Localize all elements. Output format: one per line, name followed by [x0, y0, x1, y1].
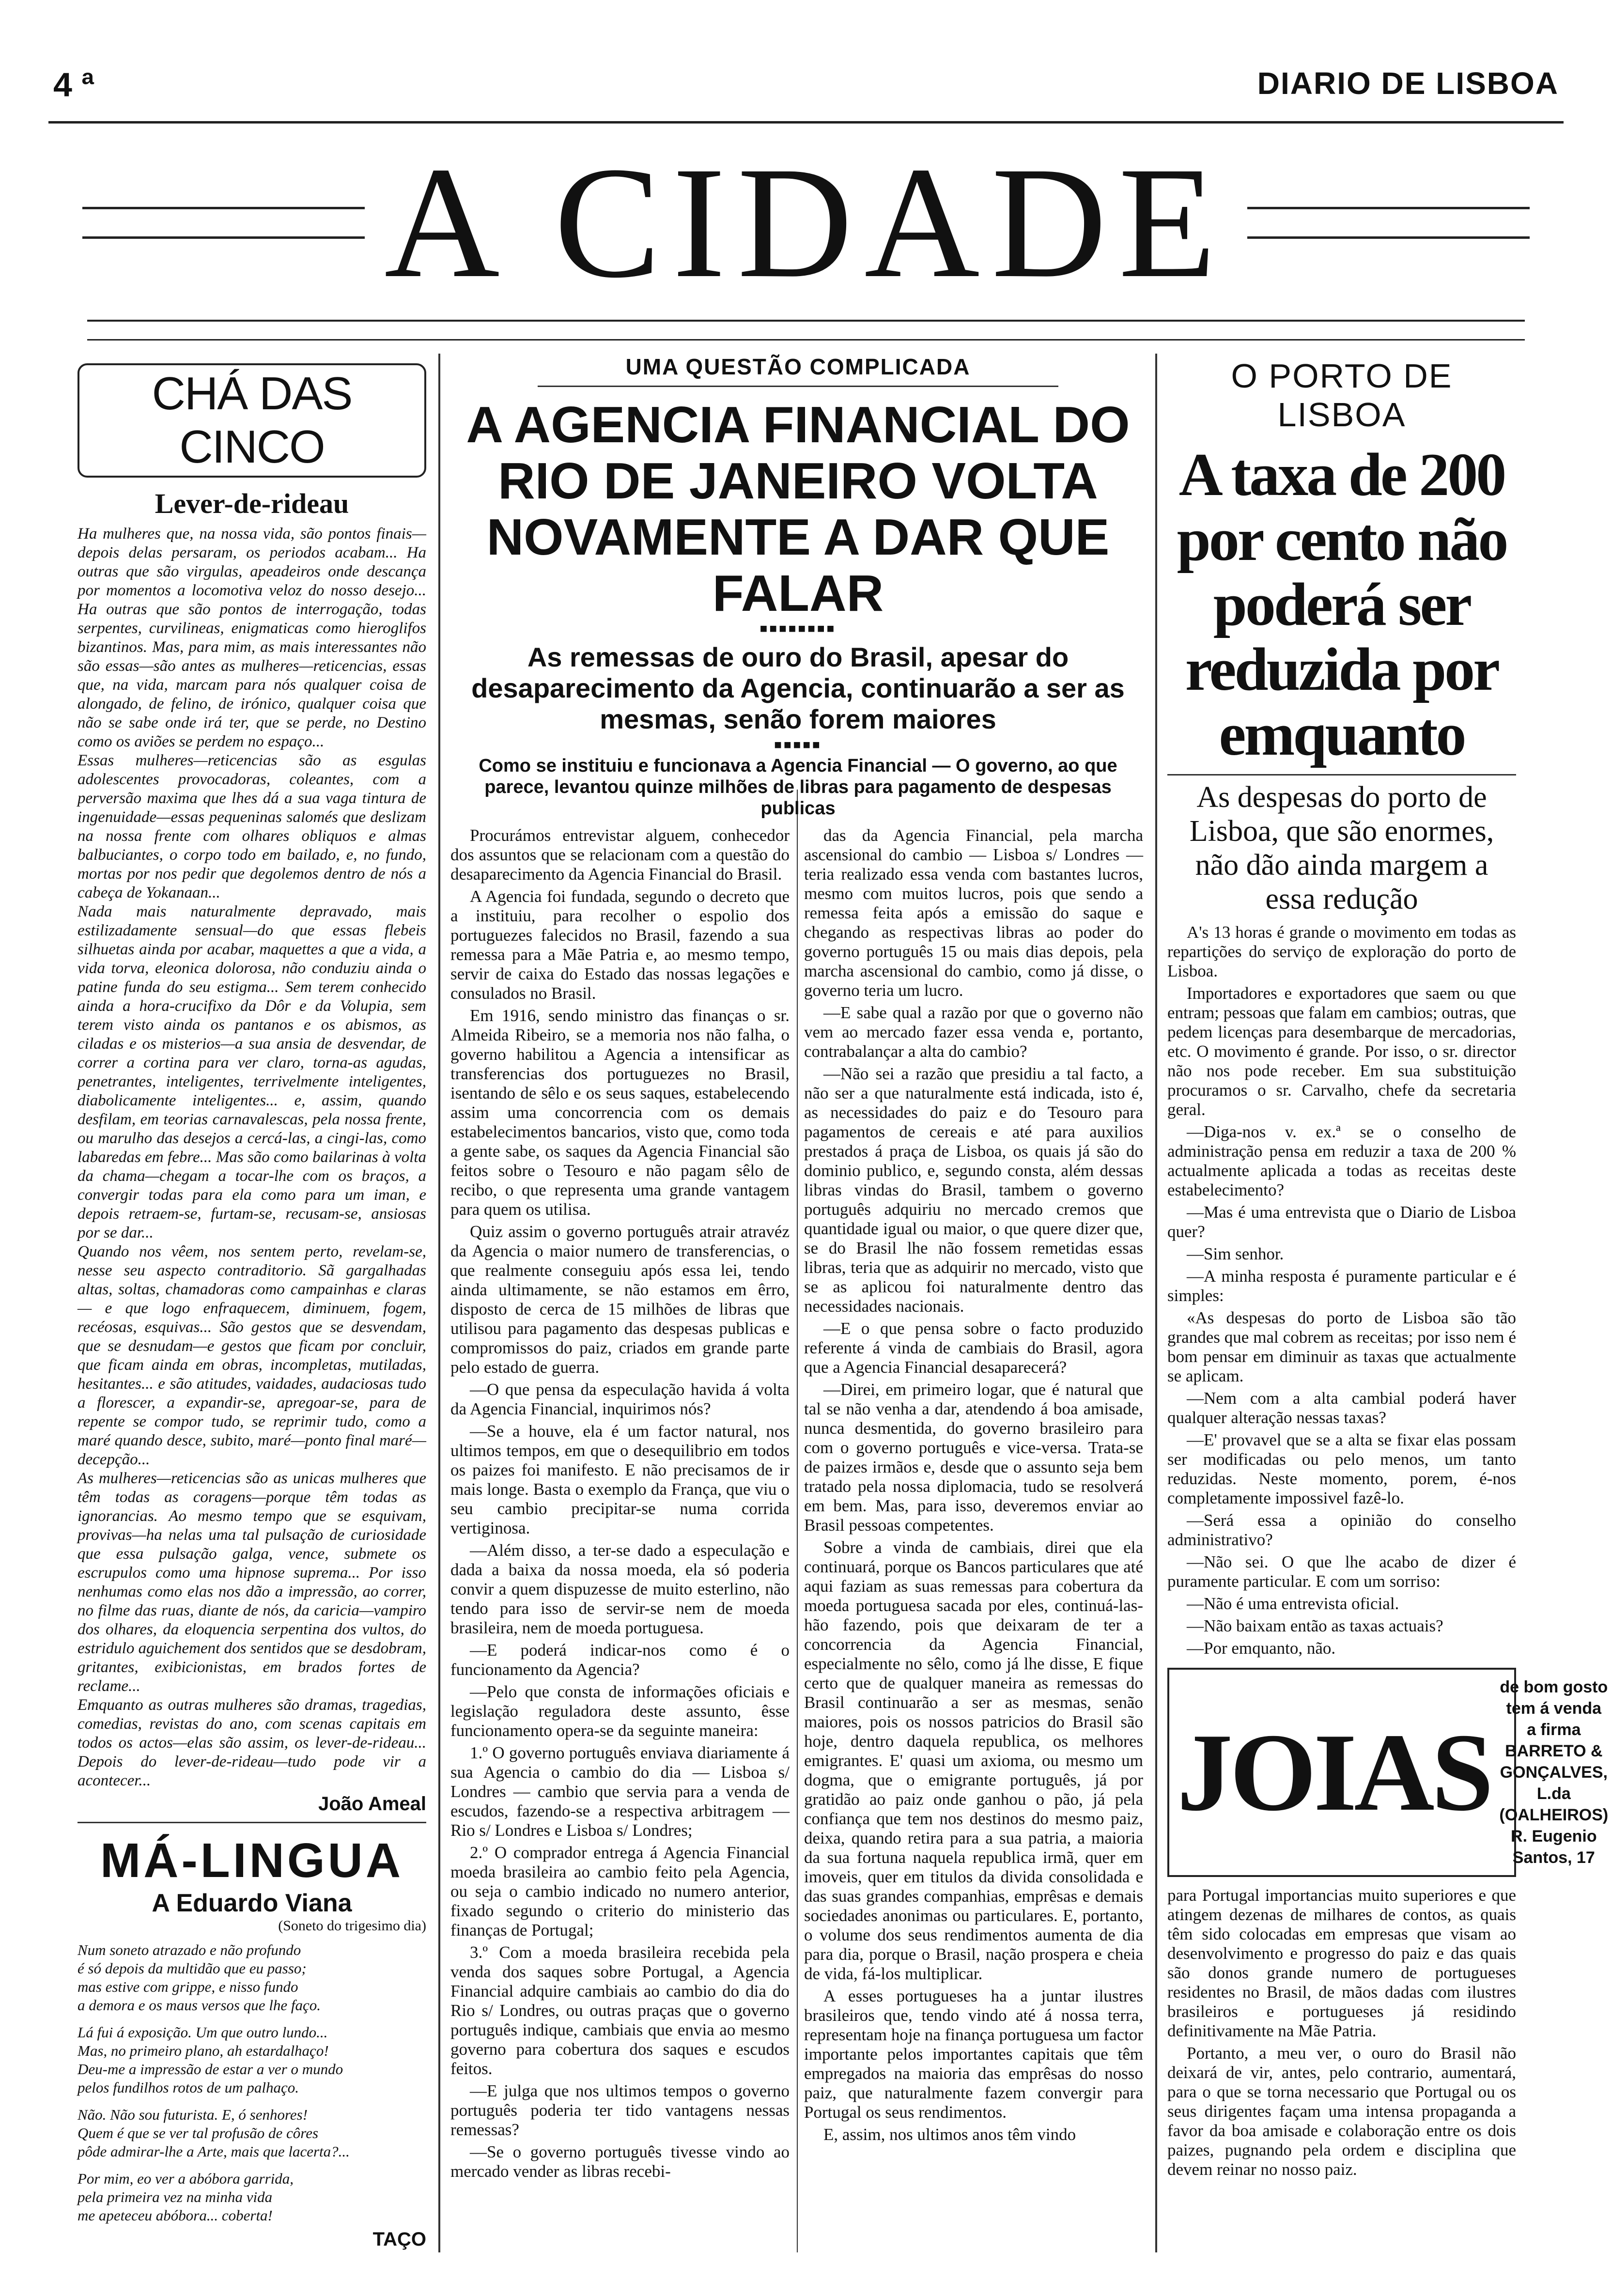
newspaper-name: DIARIO DE LISBOA [1257, 66, 1559, 101]
paragraph: —Sim senhor. [1187, 1244, 1284, 1263]
paragraph: —Se o governo português tivesse vindo ao mercado vender as libras recebi- [450, 2142, 790, 2181]
paragraph: A Agencia foi fundada, segundo o decreto que a instituiu, para recolher o espolio dos portuguezes falecidos no Brasil, fazendo a sua remessa para a Mãe Patria e, ao mesmo tempo, servir de caixa do Estado das nossas legações e consulados no Brasil. [450, 887, 790, 1003]
masthead-underline [87, 320, 1525, 322]
paragraph: 3.º Com a moeda brasileira recebida pela venda dos saques sobre Portugal, a Agencia Financial adquire cambiais ao cambio do dia do Rio s/ Londres, ou outras praças que o governo português indique, cambiais que envia ao mesmo governo para cobertura dos saques e escudos feitos. [450, 1943, 790, 2078]
porto-deck: As despesas do porto de Lisboa, que são enormes, não dão ainda margem a essa redução [1189, 781, 1494, 915]
article-column-right [804, 826, 1143, 2184]
ad-line: R. Eugenio Santos, 17 [1511, 1827, 1597, 1867]
paragraph: —E poderá indicar-nos como é o funcionamento da Agencia? [450, 1641, 790, 1679]
column-divider-2 [1155, 354, 1157, 2252]
ad-line: (OALHEIROS) [1499, 1806, 1609, 1824]
paragraph: Quiz assim o governo português atrair atravéz da Agencia o maior numero de transferencias, o que realmente conseguiu após essa lei, tendo ainda ultimamente, se não estamos em êrro, disposto de cerca de 15 milhões de libras que utilisou para pagamento das despesas publicas e compromissos do paiz, criados em grande parte pelo estado de guerra. [450, 1222, 790, 1377]
stanza [78, 2023, 426, 2097]
verse: Deu-me a impressão de estar a ver o mundo [78, 2061, 343, 2078]
paragraph: para Portugal importancias muito superiores e que atingem dezenas de milhares de contos, as quais têm sido colocadas em empresas que visam ao desenvolvimento e progresso do paiz e das quais são donos grande numero de portugueses residentes no Brasil, de mãos dadas com ilustres brasileiros e portugueses já residindo definitivamente na Mãe Patria. [1167, 1886, 1516, 2040]
verse: pôde admirar-lhe a Arte, mais que lacerta?... [78, 2143, 350, 2160]
ad-line: BARRETO & GONÇALVES, L.da [1500, 1742, 1608, 1803]
paragraph: As mulheres—reticencias são as unicas mulheres que têm todas as coragens—porque têm todas as ignorancias. Ao mesmo tempo que se esquivam, provivas—ha nelas uma tal pulsação de curiosidade que essa pulsação galga, vence, submete os escrupulos como uma hipnose suprema... Por isso nenhumas como elas nos dão a impressão, ao correr, no filme das ruas, diante de nós, da caricia—vampiro dos olhares, da eloquencia serpentina dos vultos, do estridulo aguichement dos sentidos que se desdobram, gritantes, exibicionistas, em brados fortes de reclame... [78, 1470, 426, 1695]
article-headline: A AGENCIA FINANCIAL DO RIO DE JANEIRO VOLTA NOVAMENTE A DAR QUE FALAR [466, 396, 1130, 622]
article-porto-de-lisboa [1167, 354, 1609, 2262]
verse: Não. Não sou futurista. E, ó senhores! [78, 2106, 308, 2123]
paragraph: —Nem com a alta cambial poderá haver qualquer alteração nessas taxas? [1167, 1389, 1516, 1427]
paragraph: —Não sei a razão que presidiu a tal facto, a não ser a que naturalmente está indicada, isto é, as necessidades do paiz e do Tesouro para pagamentos de cereais e até para auxilios prestados á praça de Lisboa, os quais já são do dominio publico, e, segundo consta, além dessas libras vindas do Brasil, tambem o governo português adquiriu no mercado cremos que quantidade igual ou maior, o que quere dizer que, se do Brasil lhe não fossem remetidas essas libras, teria que as adquirir no mercado, visto que se as aplicou foi naturalmente dentro das necessidades nacionais. [804, 1064, 1143, 1316]
jewelry-advertisement [1167, 1668, 1609, 1877]
column-cha-das-cinco [78, 358, 426, 2257]
paragraph: —Além disso, a ter-se dado a especulação e dada a baixa da nossa moeda, ela só poderia convir a quem dispuzesse de muito esterlino, não tendo para isso de servir-se nem de moeda brasileira, nem de moeda portuguesa. [450, 1541, 790, 1637]
ornament: ■■■■■ [774, 738, 822, 752]
masthead-rule-right [1247, 207, 1530, 239]
paragraph: Importadores e exportadores que saem ou que entram; pessoas que falam em cambios; outras, que pedem licenças para desembarque de mercadorias, etc. O movimento é grande. Por isso, o sr. director não nos pode receber. Em sua substituição procuramos o sr. Carvalho, chefe da secretaria geral. [1167, 984, 1516, 1119]
paragraph: Em 1916, sendo ministro das finanças o sr. Almeida Ribeiro, se a memoria nos não falha, o governo habilitou a Agencia a intensificar as transferencias dos portuguezes no Brasil, isentando de sêlo e os seus saques, estabelecendo assim uma concorrencia com os demais estabelecimentos bancarios, visto que, como toda a gente sabe, os saques da Agencia Financial são feitos sobre o Tesouro e não pagam sêlo de recibo, o que representa uma grande vantagem para quem os utilisa. [450, 1006, 790, 1219]
section-rule [78, 1822, 426, 1823]
article-lede: Como se instituiu e funcionava a Agencia Financial — O governo, ao que parece, levantou quinze milhões de libras para pagamento de despesas publicas [479, 756, 1117, 819]
signature-joao-ameal: João Ameal [318, 1793, 426, 1815]
paragraph: —E o que pensa sobre o facto produzido referente á vinda de cambiais do Brasil, agora que a Agencia Financial desaparecerá? [804, 1319, 1143, 1377]
paragraph: Essas mulheres—reticencias são as esgulas adolescentes provocadoras, coleantes, com a perversão maxima que lhes dá a sua vaga tintura de ingenuidade—essas pequeninas salomés que deslizam na nossa frente com olhares obliquos e almas balbuciantes, o corpo todo em bailado, e, no fundo, mortas por nos pedir que degolemos dentro de nós a cabeça de Yokanaan... [78, 752, 426, 901]
section-masthead [0, 134, 1612, 311]
verse: mas estive com grippe, e nisso fundo [78, 1978, 298, 1995]
ad-text [1499, 1676, 1608, 1868]
verse: pelos fundilhos rotos de um palhaço. [78, 2079, 299, 2096]
paragraph: Portanto, a meu ver, o ouro do Brasil não deixará de vir, antes, pelo contrario, aumentará, para o que se torna necessario que Portugal ou os seus dirigentes façam uma intensa propaganda a favor da boa amisade e colaboração entre os dois paizes, pugnando pela ordem e disciplina que devem reinar no nosso paiz. [1167, 2044, 1516, 2179]
article-kicker: UMA QUESTÃO COMPLICADA [625, 354, 971, 379]
paragraph: —Será essa a opinião do conselho administrativo? [1167, 1511, 1516, 1549]
ad-line: de bom gosto tem á venda [1500, 1678, 1608, 1718]
ma-lingua-dedication: A Eduardo Viana [152, 1889, 352, 1917]
verse: é só depois da multidão que eu passo; [78, 1960, 307, 1977]
ad-line: a firma [1527, 1721, 1581, 1739]
porto-text [1167, 923, 1516, 1658]
paragraph: Procurámos entrevistar alguem, conhecedor dos assuntos que se relacionam com a questão do desaparecimento da Agencia Financial do Brasil. [450, 826, 790, 884]
paragraph: —Direi, em primeiro logar, que é natural que tal se não venha a dar, atendendo á boa amisade, nunca desmentida, do governo brasileiro para com o governo português e vice-versa. Trata-se de paizes irmãos e, desde que o assunto seja bem tratado pela nossa diplomacia, tudo se resolverá em bem. Mas, para isso, deveremos enviar ao Brasil pessoas competentes. [804, 1380, 1143, 1535]
signature-taco: TAÇO [372, 2229, 426, 2250]
porto-rule [1167, 774, 1516, 776]
paragraph: —Diga-nos v. ex.ª se o conselho de administração pensa em reduzir a taxa de 200 % actualmente aplicada a todas as receitas deste estabelecimento? [1167, 1122, 1516, 1199]
verse: pela primeira vez na minha vida [78, 2188, 273, 2205]
top-rule [48, 121, 1564, 124]
paragraph: E, assim, nos ultimos anos têm vindo [823, 2125, 1076, 2144]
paragraph: Ha mulheres que, na nossa vida, são pontos finais—depois delas persaram, os periodos acabam... Ha outras que são virgulas, apeadeiros onde descança por momentos a locomotiva veloz do nosso desejo... Ha outras que são pontos de interrogação, todas serpentes, curvilineas, enigmaticas como hieroglifos bizantinos. Mas, para mim, as mais interessantes não são essas—são antes as mulheres—reticencias, essas que, na vida, marcam para nós qualquer coisa de alongado, de felino, de irónico, qualquer coisa que não se sabe onde irá ter, que se perde, no Destino como os aviões se perdem no espaço... [78, 525, 426, 750]
article-agencia-financial [450, 354, 1146, 2262]
paragraph: —E julga que nos ultimos tempos o governo português poderia ter tido vantagens nessas remessas? [450, 2081, 790, 2139]
stanza [78, 1941, 426, 2015]
cha-das-cinco-title: CHÁ DAS CINCO [78, 363, 426, 478]
paragraph: —O que pensa da especulação havida á volta da Agencia Financial, inquirimos nós? [450, 1380, 790, 1418]
verse: Por mim, eo ver a abóbora garrida, [78, 2170, 294, 2187]
paragraph: Nada mais naturalmente depravado, mais estilizadamente sensual—do que essas flebeis silhuetas ainda por acabar, maquettes a que a vida, a vida torva, eleonica dolorosa, não conduziu ainda o patine funda do seu estigma... Sem terem conhecido ainda a hora-crucifixo da Dôr e da Volupia, sem terem visto ainda os pantanos e os abismos, as ciladas e os misterios—a sua ansia de desvendar, de correr a cortina para ver claro, torna-as agudas, penetrantes, inteligentes, terrivelmente inteligentes, diabolicamente inteligentes... e, assim, quando desfilam, em teorias carnavalescas, pela nossa frente, ou marulho das desejos a cercá-las, a cingi-las, como labaredas em febre... Mas são como bailarinas à volta da chama—chegam a tocar-lhe com os braços, a convergir todas para ela como para um iman, e depois retraem-se, furtam-se, recusam-se, ansiosas por se dar... [78, 903, 426, 1241]
paragraph: «As despesas do porto de Lisboa são tão grandes que mal cobrem as receitas; por isso nem é bom pensar em diminuir as taxas que actualmente se aplicam. [1167, 1308, 1516, 1385]
verse: a demora e os maus versos que lhe faço. [78, 1997, 321, 2014]
paragraph: —Por emquanto, não. [1187, 1639, 1336, 1658]
paragraph: 1.º O governo português enviava diariamente á sua Agencia o cambio do dia — Lisboa s/ Londres — cambio que servia para a venda de escudos, fazendo-se a respectiva arbitragem — Rio s/ Londres e Lisboa s/ Londres; [450, 1743, 790, 1840]
ma-lingua-title: MÁ-LINGUA [100, 1833, 404, 1888]
paragraph: A's 13 horas é grande o movimento em todas as repartições do serviço de exploração do porto de Lisboa. [1167, 923, 1516, 980]
paragraph: —Não baixam então as taxas actuais? [1187, 1616, 1443, 1635]
lever-de-rideau-subtitle: Lever-de-rideau [155, 488, 349, 519]
paragraph: —Não é uma entrevista oficial. [1187, 1594, 1399, 1613]
page-number: 4 ª [53, 66, 94, 104]
paragraph: —Não sei. O que lhe acabo de dizer é puramente particular. E com um sorriso: [1167, 1552, 1516, 1591]
stanza [78, 2106, 426, 2161]
paragraph: —E' provavel que se a alta se fixar elas possam ser modificadas ou pelo menos, um tanto reduzidas. Neste momento, porem, é-nos completamente impossivel fazê-lo. [1167, 1430, 1516, 1507]
paragraph: —Pelo que consta de informações oficiais e legislação reguladora deste assunto, êsse funcionamento opera-se da seguinte maneira: [450, 1682, 790, 1740]
porto-headline: A taxa de 200 por cento não poderá ser reduzida por emquanto [1177, 441, 1507, 768]
verse: Num soneto atrazado e não profundo [78, 1941, 301, 1958]
verse: Quem é que se ver tal profusão de côres [78, 2125, 319, 2141]
paragraph: A esses portugueses ha a juntar ilustres brasileiros que, tendo vindo até á nossa terra, representam hoje na finança portuguesa um factor importante pelos importantes capitais que têm empregados na maioria das emprêsas do nosso paiz, que naturalmente fazem convergir para Portugal os seus rendimentos. [804, 1986, 1143, 2122]
paragraph: —E sabe qual a razão por que o governo não vem ao mercado fazer essa venda e, portanto, contrabalançar a alta do cambio? [804, 1003, 1143, 1061]
article-column-left [450, 826, 790, 2184]
paragraph: Quando nos vêem, nos sentem perto, revelam-se, nesse seu aspecto contraditorio. Sã gargalhadas altas, soltas, chamadoras como campainhas e claras — e que logo enfraquecem, diminuem, fogem, recéosas, esquivas... São gestos que se desvendam, que se desnudam—e gestos que ficam por concluir, que ficam ainda em obras, incompletas, mutiladas, hesitantes... e são atitudes, vaidades, audaciosas tudo a florescer, a expandir-se, apregoar-se, para de repente se compor tudo, se reprimir tudo, como a maré quando desce, subito, maré—ponto final maré—decepção... [78, 1243, 426, 1468]
porto-kicker: O PORTO DE LISBOA [1231, 357, 1453, 434]
masthead-rule-left [82, 207, 365, 239]
paragraph: 2.º O comprador entrega á Agencia Financial moeda brasileira ao cambio feito pela Agencia, ou seja o cambio indicado no numero anterior, fixado segundo o criterio do ministerio das finanças de Portugal; [450, 1843, 790, 1939]
section-title: A CIDADE [384, 134, 1228, 311]
paragraph: —A minha resposta é puramente particular e é simples: [1167, 1267, 1516, 1305]
ma-lingua-note: (Soneto do trigesimo dia) [278, 1918, 426, 1934]
ad-wordmark: JOIAS [1177, 1710, 1491, 1834]
paragraph: Sobre a vinda de cambiais, direi que ela continuará, porque os Bancos particulares que até aqui faziam as suas remessas para cobertura da moeda portuguesa sacada por eles, continuá-las-hão fazendo, pois que deixaram de ter a concorrencia da Agencia Financial, especialmente no sêlo, como já lhe disse, E fique certo que de qualquer maneira as remessas do Brasil continuarão a ser as mesmas, senão maiores, pois os nossos patricios do Brasil são hoje, dentro daquela republica, os melhores emigrantes. E' quasi um axioma, ou mesmo um dogma, que o emigrante português, já por gratidão ao paiz onde ganhou o pão, já pela confiança que tem nos destinos do mesmo paiz, deixa, quando retira para a sua patria, a maioria da sua fortuna naquela republica irmã, quer em imoveis, quer em titulos da divida consolidada e das suas grandes companhias, emprêsas e demais sociedades anonimas ou particulares. E, portanto, o volume dos seus rendimentos aumenta de dia para dia, porque o Brasil, nação prospera e cheia de vida, fá-los multiplicar. [804, 1538, 1143, 1983]
paragraph: —Mas é uma entrevista que o Diario de Lisboa quer? [1167, 1203, 1516, 1241]
verse: Lá fui á exposição. Um que outro lundo... [78, 2024, 328, 2041]
paragraph: —Se a houve, ela é um factor natural, nos ultimos tempos, em que o desequilibrio em todos os paizes foi manifesto. E não precisamos de ir mais longe. Basta o exemplo da França, que viu o seu cambio precipitar-se numa corrida vertiginosa. [450, 1422, 790, 1537]
sonnet [78, 1941, 426, 2225]
paragraph: Emquanto as outras mulheres são dramas, tragedias, comedias, revistas do ano, com scenas capitais em todos os actos—elas são assim, os lever-de-rideau... Depois do lever-de-rideau—tudo pode vir a acontecer... [78, 1696, 426, 1789]
agencia-continuation [1167, 1886, 1516, 2179]
kicker-rule [538, 386, 1058, 387]
article-deck: As remessas de ouro do Brasil, apesar do desaparecimento da Agencia, continuarão a ser as mesmas, senão forem maiores [471, 642, 1125, 734]
verse: me apeteceu abóbora... coberta! [78, 2207, 273, 2224]
verse: Mas, no primeiro plano, ah estardalhaço! [78, 2042, 329, 2059]
paragraph: das da Agencia Financial, pela marcha ascensional do cambio — Lisboa s/ Londres — teria realizado essa venda com bastantes lucros, mesmo com muitos lucros, pois que sendo a remessa feita após a emissão do saque e chegando as respectivas libras ao poder do governo português 15 ou mais dias depois, pela marcha ascensional do cambio, como já disse, o governo teria um lucro. [804, 826, 1143, 1000]
cha-das-cinco-text [78, 525, 426, 1790]
masthead-underline-2 [87, 339, 1525, 341]
column-divider-1 [438, 354, 440, 2252]
stanza [78, 2170, 426, 2225]
ornament: ■■■■■■■■ [760, 621, 837, 636]
